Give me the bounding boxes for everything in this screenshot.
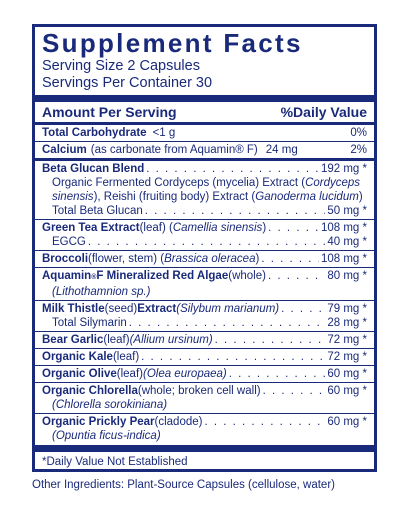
row-organic-prickly-pear: Organic Prickly Pear (cladode) . . . 60 mg * (Opuntia ficus-indica)	[42, 414, 367, 444]
column-header	[42, 102, 367, 122]
dv-header: %Daily Value	[280, 104, 367, 120]
row-red-algae: Aquamin ® F Mineralized Red Algae (whole) . . . 80 mg * (Lithothamnion sp.)	[42, 268, 367, 300]
other-ingredients: Other Ingredients: Plant-Source Capsules (cellulose, water)	[32, 479, 335, 491]
serving-size: Serving Size 2 Capsules	[42, 58, 200, 74]
footnote: *Daily Value Not Established	[42, 456, 188, 468]
row-organic-kale: Organic Kale (leaf) . . . 72 mg *	[42, 349, 367, 365]
row-bear-garlic: Bear Garlic (leaf) (Allium ursinum) . . . 72 mg *	[42, 332, 367, 348]
amount-header: Amount Per Serving	[42, 104, 177, 120]
supplement-facts-panel	[32, 24, 377, 472]
row-organic-olive: Organic Olive (leaf) (Olea europaea) . . . 60 mg *	[42, 366, 367, 382]
row-calcium: Calcium (as carbonate from Aquamin® F) 24 mg 2%	[42, 144, 367, 156]
divider-thick	[35, 445, 374, 452]
row-green-tea: Green Tea Extract (leaf) ( Camellia sinensis ) . . . 108 mg * EGCG . . . 40 mg *	[42, 220, 367, 250]
row-egcg: EGCG . . . 40 mg *	[42, 235, 367, 249]
row-milk-thistle: Milk Thistle (seed) Extract (Silybum marianum) . . . 79 mg * Total Silymarin . . . 28 mg *	[42, 301, 367, 331]
servings-per-container: Servings Per Container 30	[42, 75, 213, 91]
row-organic-chlorella: Organic Chlorella (whole; broken cell wall) . . . 60 mg * (Chlorella sorokiniana)	[42, 383, 367, 413]
panel-title: Supplement Facts	[42, 28, 303, 58]
row-broccoli: Broccoli (flower, stem) ( Brassica oleracea ) . . . 108 mg *	[42, 251, 367, 267]
row-total-beta-glucan: Total Beta Glucan . . . 50 mg *	[42, 204, 367, 218]
divider-thick	[35, 95, 374, 102]
row-beta-glucan: Beta Glucan Blend . . . 192 mg * Organic Fermented Cordyceps (mycelia) Extract (Cordyceps sinensis), Reishi (fruiting body) Extract (Ganoderma lucidum) Total Beta Glucan . . . 50 mg *	[42, 161, 367, 219]
row-carbohydrate: Total Carbohydrate <1 g 0%	[42, 127, 367, 139]
row-total-silymarin: Total Silymarin . . . 28 mg *	[42, 316, 367, 330]
